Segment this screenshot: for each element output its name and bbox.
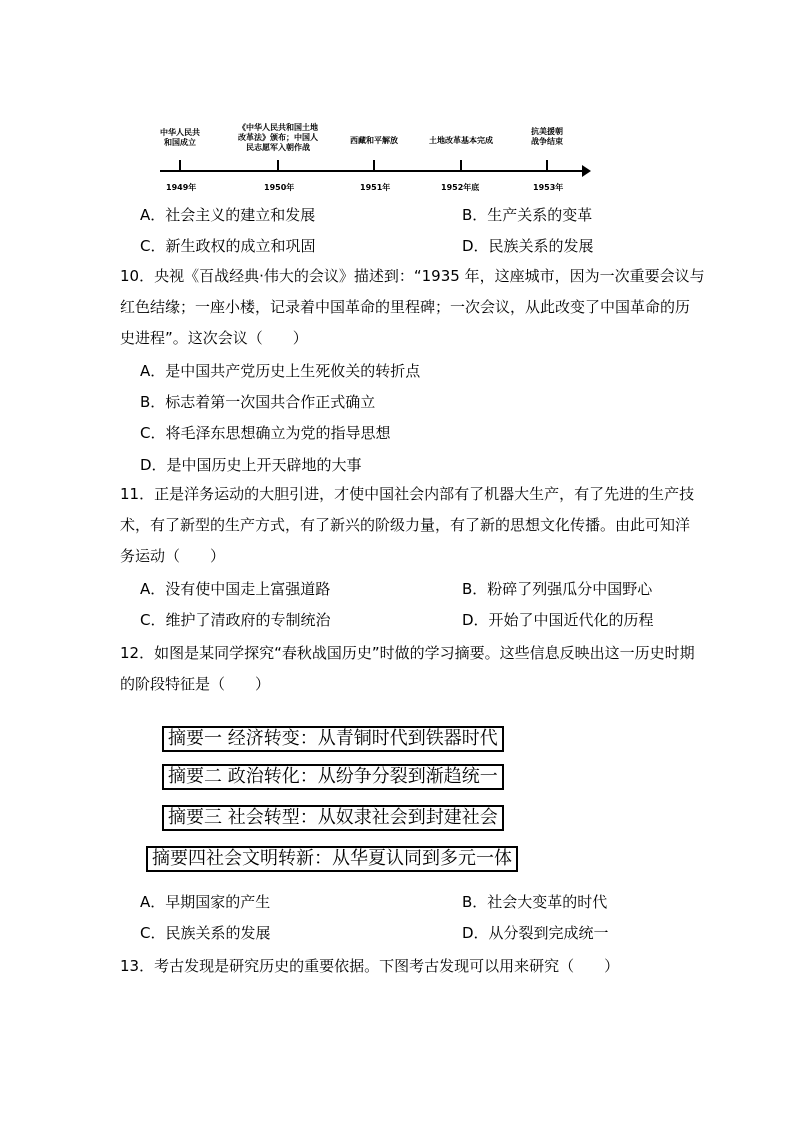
timeline-event-label: 西藏和平解放 (350, 136, 398, 145)
q12-stem: 12．如图是某同学探究“春秋战国历史”时做的学习摘要。这些信息反映出这一历史时期 的阶段特征是（ ） (120, 644, 695, 693)
timeline-event-label: 中华人民共 和国成立 (160, 128, 200, 147)
q10-option-c: C．将毛泽东思想确立为党的指导思想 (140, 424, 391, 442)
timeline-tick (277, 160, 279, 171)
q11-option-c: C．维护了清政府的专制统治 (140, 611, 331, 629)
summary-box: 摘要四社会文明转新：从华夏认同到多元一体 (146, 846, 518, 872)
q9-option-b: B．生产关系的变革 (462, 206, 593, 224)
q9-option-c: C．新生政权的成立和巩固 (140, 237, 316, 255)
timeline-arrow (582, 165, 591, 177)
q10-option-a: A．是中国共产党历史上生死攸关的转折点 (140, 362, 421, 380)
q12-option-a: A．早期国家的产生 (140, 893, 271, 911)
timeline-event-label: 土地改革基本完成 (429, 136, 493, 145)
timeline-year: 1952年底 (441, 183, 480, 192)
timeline-tick (179, 160, 181, 171)
q12-option-d: D．从分裂到完成统一 (462, 924, 609, 942)
q9-option-d: D．民族关系的发展 (462, 237, 594, 255)
timeline-year: 1953年 (533, 183, 564, 192)
summary-box: 摘要二 政治转化：从纷争分裂到渐趋统一 (162, 764, 504, 790)
timeline-year: 1949年 (166, 183, 197, 192)
timeline-tick (460, 160, 462, 171)
timeline-tick (373, 160, 375, 171)
q11-option-d: D．开始了中国近代化的历程 (462, 611, 654, 629)
timeline-tick (546, 160, 548, 171)
timeline-year: 1951年 (360, 183, 391, 192)
timeline-event-label: 抗美援朝 战争结束 (531, 127, 563, 146)
q9-option-a: A．社会主义的建立和发展 (140, 206, 316, 224)
q11-stem: 11．正是洋务运动的大胆引进，才使中国社会内部有了机器大生产，有了先进的生产技 术，有了新型的生产方式，有了新兴的阶级力量，有了新的思想文化传播。由此可知洋 务运动（ ） (120, 485, 695, 565)
q11-option-b: B．粉碎了列强瓜分中国野心 (462, 580, 653, 598)
q12-option-b: B．社会大变革的时代 (462, 893, 608, 911)
q13-stem: 13．考古发现是研究历史的重要依据。下图考古发现可以用来研究（ ） (120, 957, 620, 975)
q10-stem: 10．央视《百战经典·伟大的会议》描述到：“1935 年，这座城市，因为一次重要会议与 红色结缘；一座小楼，记录着中国革命的里程碑；一次会议，从此改变了中国革命的历 史进程”。这次会议（ ） (120, 267, 705, 347)
timeline-event-label: 《中华人民共和国土地 改革法》颁布；中国人 民志愿军入朝作战 (238, 123, 318, 152)
q12-option-c: C．民族关系的发展 (140, 924, 271, 942)
q11-option-a: A．没有使中国走上富强道路 (140, 580, 331, 598)
summary-box: 摘要三 社会转型：从奴隶社会到封建社会 (162, 805, 504, 831)
timeline-year: 1950年 (264, 183, 295, 192)
q10-option-b: B．标志着第一次国共合作正式确立 (140, 393, 376, 411)
timeline-axis (160, 170, 584, 172)
summary-box: 摘要一 经济转变：从青铜时代到铁器时代 (162, 726, 504, 752)
q10-option-d: D．是中国历史上开天辟地的大事 (140, 456, 362, 474)
